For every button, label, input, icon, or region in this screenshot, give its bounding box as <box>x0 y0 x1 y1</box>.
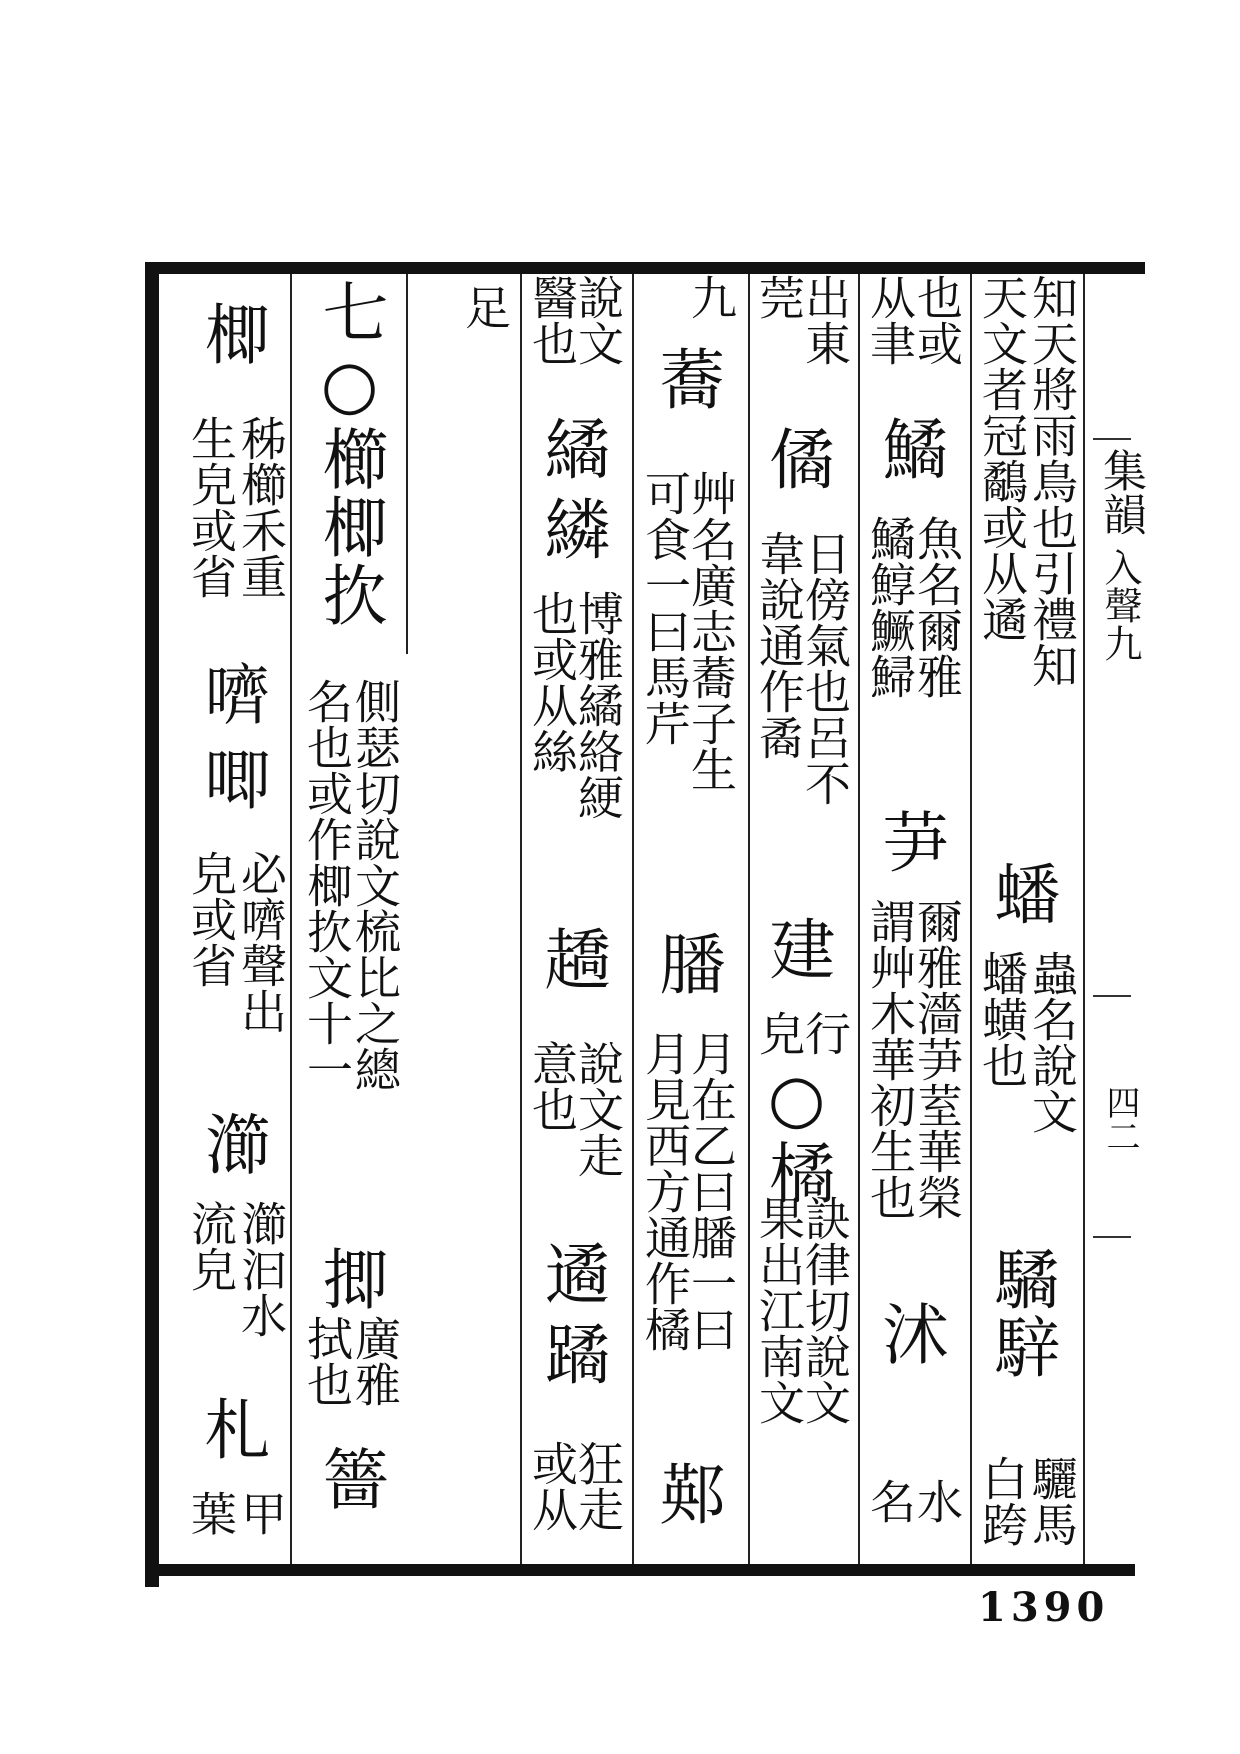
text-column: 也或 <box>910 274 964 366</box>
text-column: 知天將雨鳥也引禮知 <box>1025 274 1079 688</box>
headword: 芛 <box>871 808 948 876</box>
gloss: 博雅繘絡綆 <box>571 590 625 820</box>
frame-top-border <box>145 262 1145 274</box>
gloss: 拭也 <box>300 1315 354 1407</box>
gloss: 爾雅濇芛荎華榮 <box>910 898 964 1220</box>
gloss: 必嚌聲出 <box>234 850 288 1034</box>
headword: 建 <box>758 915 835 983</box>
text-column: 醫也 <box>525 274 579 366</box>
text-column: 从聿 <box>863 274 917 366</box>
headword: 驈騂 <box>983 1245 1060 1381</box>
headword: 瀄 <box>193 1110 270 1178</box>
headword: 遹 <box>533 1240 610 1308</box>
text-column: 說文 <box>571 274 625 366</box>
gloss: 或从 <box>525 1440 579 1532</box>
gloss: 水 <box>910 1478 964 1524</box>
margin-rule <box>1093 438 1131 440</box>
text-column: 九 <box>684 274 738 320</box>
headword: 繘 <box>533 415 610 483</box>
gloss: 廣雅 <box>348 1315 402 1407</box>
gloss: 謂艸木華初生也 <box>863 898 917 1220</box>
headword: 蕎 <box>648 345 725 413</box>
gloss: 甲 <box>234 1490 288 1536</box>
headword: 七○櫛楖扻 <box>311 278 388 629</box>
headword: 唧 <box>193 745 270 813</box>
gloss: 葉 <box>184 1490 238 1536</box>
gloss: 艸名廣志蕎子生 <box>684 470 738 792</box>
frame-left-border <box>145 262 159 1587</box>
gloss: 生皃或省 <box>184 415 238 599</box>
gloss: 韋說通作矞 <box>752 530 806 760</box>
gloss: 白跨 <box>975 1455 1029 1547</box>
headword: 揤 <box>311 1245 388 1313</box>
margin-rule <box>1093 1236 1131 1238</box>
gloss: 流皃 <box>184 1200 238 1292</box>
gloss: 可食一曰馬芹 <box>638 470 692 746</box>
column-rule <box>632 274 634 1564</box>
column-rule <box>970 274 972 1564</box>
column-rule <box>520 274 522 1564</box>
text-column: 出東 <box>798 274 852 366</box>
headword: 趫 <box>533 925 610 993</box>
headword: 札 <box>193 1395 270 1463</box>
gloss: 瀄汩水 <box>234 1200 288 1338</box>
headword: 蹫 <box>533 1320 610 1388</box>
column-rule <box>858 274 860 1564</box>
leaf-number: 四二 <box>1100 1085 1140 1153</box>
headword: 䉢 <box>311 1445 388 1513</box>
gloss: 月在乙曰膰一曰 <box>684 1030 738 1352</box>
gloss: 鱊鯙鱖鯞 <box>863 515 917 699</box>
book-title: 集韻 <box>1095 448 1146 536</box>
volume-label: 入聲九 <box>1098 548 1142 662</box>
headword: 楖 <box>193 300 270 368</box>
frame-bottom-border <box>159 1564 1135 1576</box>
headword: 繗 <box>533 495 610 563</box>
gloss: 魚名爾雅 <box>910 515 964 699</box>
headword: 僪 <box>758 425 835 493</box>
text-column: 莞 <box>752 274 806 320</box>
gloss: 皃或省 <box>184 850 238 988</box>
text-column: 足 <box>458 284 512 330</box>
text-column: 天文者冠鷸或从遹 <box>975 274 1029 642</box>
gloss: 名 <box>863 1478 917 1524</box>
gloss: 狂走 <box>571 1440 625 1532</box>
gloss: 果出江南文 <box>752 1195 806 1425</box>
headword: 膰 <box>648 930 725 998</box>
headword: 蟠 <box>983 860 1060 928</box>
gloss: 蟠蟥也 <box>975 950 1029 1088</box>
gloss: 月見西方通作橘 <box>638 1030 692 1352</box>
headword: 沭 <box>871 1300 948 1368</box>
headword: 䣐 <box>648 1460 725 1528</box>
column-rule <box>1083 274 1085 1564</box>
column-rule <box>406 274 408 654</box>
gloss: 蟲名說文 <box>1025 950 1079 1134</box>
gloss: 日傍氣也呂不 <box>798 530 852 806</box>
column-rule <box>290 274 292 1564</box>
gloss: 行 <box>798 1010 852 1056</box>
margin-rule <box>1093 995 1131 997</box>
gloss: 訣律切說文 <box>798 1195 852 1425</box>
gloss: 說文走 <box>571 1040 625 1178</box>
gloss: 皃 <box>752 1010 806 1056</box>
headword: 鱊 <box>871 415 948 483</box>
gloss: 側瑟切說文梳比之總 <box>348 678 402 1092</box>
column-rule <box>748 274 750 1564</box>
gloss: 秭櫛禾重 <box>234 415 288 599</box>
gloss: 意也 <box>525 1040 579 1132</box>
gloss: 名也或作楖扻文十一 <box>300 678 354 1092</box>
headword: 嚌 <box>193 660 270 728</box>
gloss: 驪馬 <box>1025 1455 1079 1547</box>
headword: ○橘 <box>758 1060 835 1207</box>
gloss: 也或从絲 <box>525 590 579 774</box>
page-number: 1390 <box>978 1584 1110 1631</box>
